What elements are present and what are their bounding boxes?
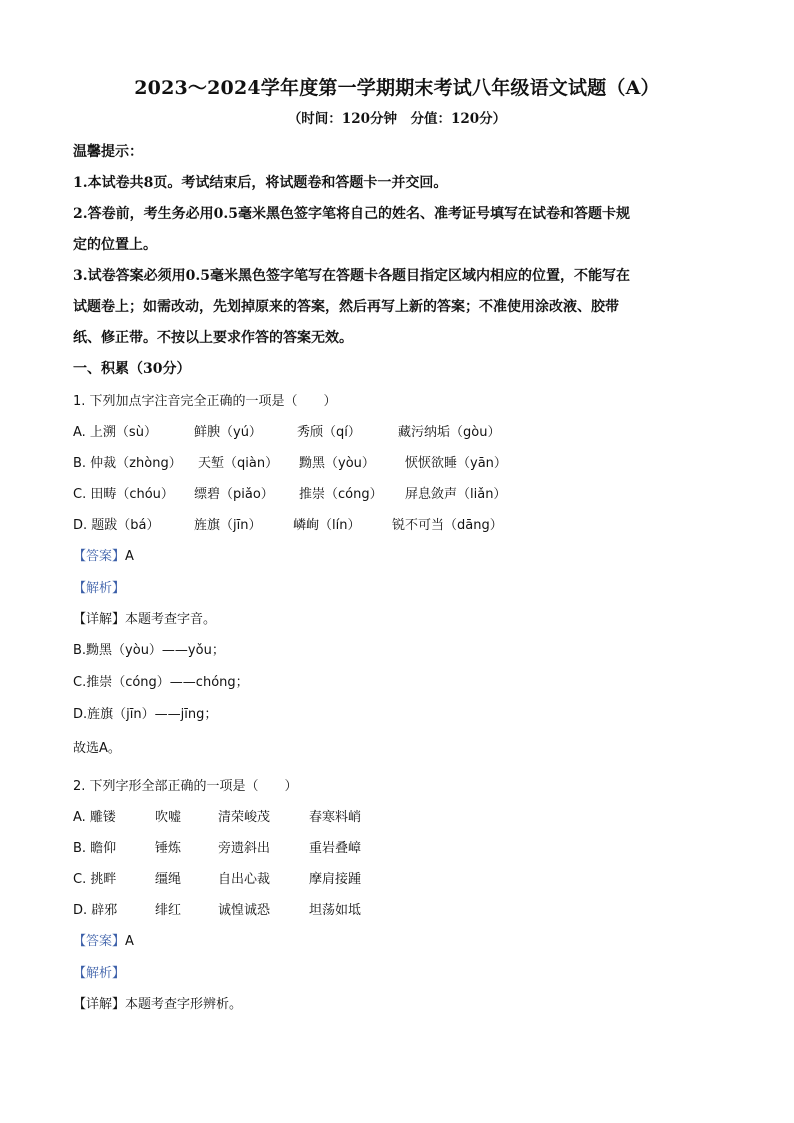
q1-option-a-4: 藏污纳垢（gòu）	[398, 425, 501, 440]
q1-conclusion: 故选A。	[73, 741, 121, 756]
q1-option-d-2: 旌旗（jīn）	[194, 518, 262, 533]
q1-option-b-3: 黝黑（yòu）	[299, 456, 375, 471]
q2-option-d-3: 诚惶诚恐	[218, 903, 271, 918]
answer-tag: 【答案】	[73, 934, 126, 949]
q1-correction-d: D.旌旗（jīn）——jīng；	[73, 707, 218, 722]
notice-item-3-end: 纸、修正带。不按以上要求作答的答案无效。	[73, 330, 353, 346]
section-heading: 一、积累（30分）	[73, 361, 191, 377]
answer-value: A	[125, 934, 134, 949]
q1-detail	[73, 608, 216, 627]
q2-option-c-4: 摩肩接踵	[309, 872, 362, 887]
q1-answer	[73, 545, 134, 564]
question-2-stem: 2. 下列字形全部正确的一项是（ ）	[73, 779, 298, 794]
detail-tag: 【详解】	[73, 997, 126, 1012]
q1-option-d-3: 嶙峋（lín）	[293, 518, 361, 533]
q2-analysis-tag	[73, 962, 125, 981]
q2-option-b-1: B. 瞻仰	[73, 841, 117, 856]
answer-tag: 【答案】	[73, 549, 126, 564]
q2-option-a-4: 春寒料峭	[309, 810, 362, 825]
analysis-tag: 【解析】	[73, 966, 126, 981]
notice-item-2-cont: 定的位置上。	[73, 237, 157, 253]
q1-correction-b: B.黝黑（yòu）——yǒu；	[73, 643, 225, 658]
q2-option-b-4: 重岩叠嶂	[309, 841, 362, 856]
q1-correction-c: C.推崇（cóng）——chóng；	[73, 675, 249, 690]
q1-option-d-4: 锐不可当（dāng）	[392, 518, 503, 533]
q2-option-c-2: 缰绳	[155, 872, 182, 887]
q2-option-a-1: A. 雕镂	[73, 810, 116, 825]
q1-option-b-1: B. 仲裁（zhòng）	[73, 456, 182, 471]
q2-option-b-3: 旁遗斜出	[218, 841, 271, 856]
exam-subtitle: （时间：120分钟 分值：120分）	[287, 111, 507, 127]
q2-answer	[73, 930, 134, 949]
notice-item-3-cont: 试题卷上；如需改动，先划掉原来的答案，然后再写上新的答案；不准使用涂改液、胶带	[73, 299, 619, 315]
q1-option-c-1: C. 田畴（chóu）	[73, 487, 174, 502]
q2-option-b-2: 锤炼	[155, 841, 182, 856]
q1-option-d-1: D. 题跋（bá）	[73, 518, 160, 533]
q1-option-a-1: A. 上溯（sù）	[73, 425, 157, 440]
analysis-tag: 【解析】	[73, 581, 126, 596]
q2-option-d-2: 绯红	[155, 903, 182, 918]
notice-item-1: 1.本试卷共8页。考试结束后，将试题卷和答题卡一并交回。	[73, 175, 448, 191]
q1-analysis-tag	[73, 577, 125, 596]
q2-option-c-3: 自出心裁	[218, 872, 271, 887]
q2-detail	[73, 993, 242, 1012]
q2-option-c-1: C. 挑畔	[73, 872, 117, 887]
notice-item-2: 2.答卷前，考生务必用0.5毫米黑色签字笔将自己的姓名、准考证号填写在试卷和答题卡规	[73, 206, 630, 222]
notice-heading: 温馨提示：	[73, 144, 143, 160]
q2-option-d-1: D. 辟邪	[73, 903, 118, 918]
q2-option-a-3: 清荣峻茂	[218, 810, 271, 825]
question-1-stem: 1. 下列加点字注音完全正确的一项是（ ）	[73, 394, 337, 409]
detail-text: 本题考查字音。	[125, 612, 217, 627]
q2-option-d-4: 坦荡如坻	[309, 903, 362, 918]
q1-option-b-2: 天堑（qiàn）	[198, 456, 279, 471]
detail-tag: 【详解】	[73, 612, 126, 627]
notice-item-3: 3.试卷答案必须用0.5毫米黑色签字笔写在答题卡各题目指定区域内相应的位置，不能写在	[73, 268, 630, 284]
answer-value: A	[125, 549, 134, 564]
q1-option-c-4: 屏息敛声（liǎn）	[405, 487, 507, 502]
detail-text: 本题考查字形辨析。	[125, 997, 243, 1012]
q1-option-b-4: 恹恹欲睡（yān）	[405, 456, 507, 471]
q1-option-a-3: 秀颀（qí）	[297, 425, 361, 440]
exam-title: 2023～2024学年度第一学期期末考试八年级语文试题（A）	[134, 77, 660, 99]
q1-option-a-2: 鲜腴（yú）	[194, 425, 262, 440]
q1-option-c-2: 缥碧（piǎo）	[194, 487, 274, 502]
q2-option-a-2: 吹嘘	[155, 810, 182, 825]
q1-option-c-3: 推崇（cóng）	[299, 487, 383, 502]
